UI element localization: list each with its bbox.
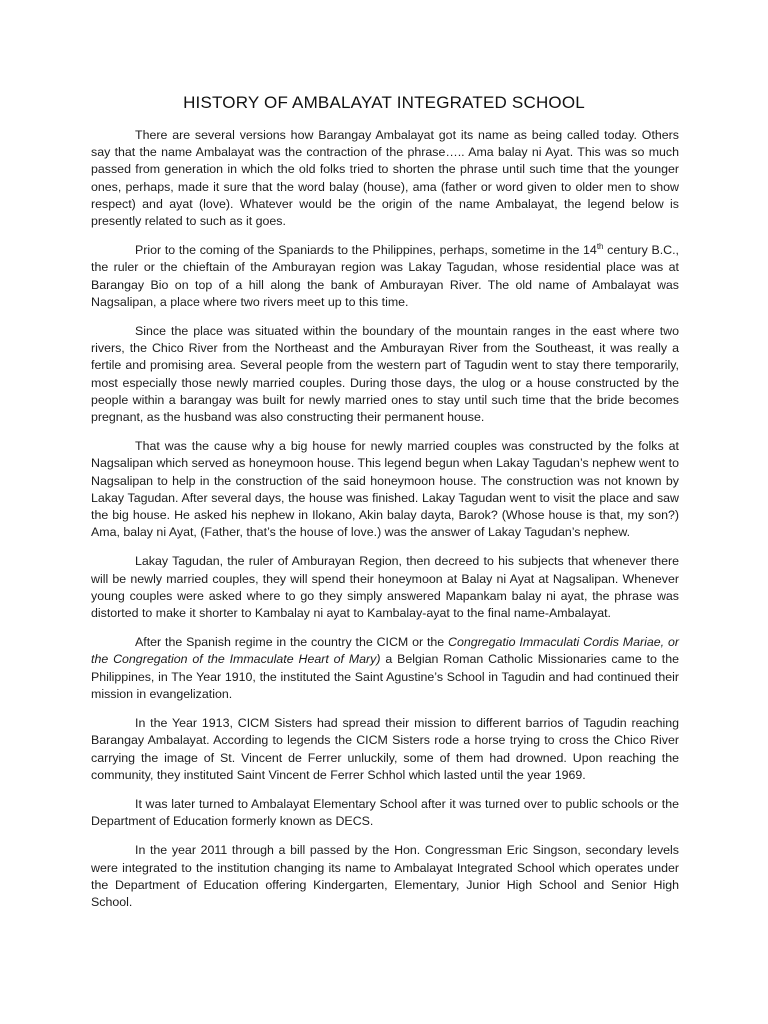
paragraph-text-part: a Belgian Roman Catholic Missionaries came to the Philippines, in The Year 1910, the instituted the Saint Agustine’s School in Tagudin and had continued their mission in evangelization. (91, 652, 679, 701)
paragraph-text-part: Prior to the coming of the Spaniards to the Philippines, perhaps, sometime in the 14 (135, 243, 597, 258)
document-body (91, 127, 679, 923)
paragraph-text-part: century B.C., the ruler or the chieftain of the Amburayan region was Lakay Tagudan, whose residential place was at Barangay Bio on top of a hill along the bank of Amburayan River. The old name of Ambalayat was Nagsalipan, a place where two rivers meet up to this time. (91, 243, 680, 309)
paragraph-name-origin: There are several versions how Barangay Ambalayat got its name as being called today. Others say that the name Ambalayat was the contraction of the phrase….. Ama balay ni Ayat. This was so much passed from generation in which the old folks tried to shorten the phrase until such time that the younger ones, perhaps, made it sure that the word balay (house), ama (father or word given to older men to show respect) and ayat (love). Whatever would be the origin of the name Ambalayat, the legend below is presently related to such as it goes. (91, 128, 679, 229)
ordinal-superscript: th (596, 242, 604, 252)
document-title: HISTORY OF AMBALAYAT INTEGRATED SCHOOL (183, 93, 585, 112)
paragraph-honeymoon-house: That was the cause why a big house for newly married couples was constructed by the folks at Nagsalipan which served as honeymoon house. This legend begun when Lakay Tagudan’s nephew went to Nagsalipan to help in the construction of the said honeymoon house. The construction was not known by Lakay Tagudan. After several days, the house was finished. Lakay Tagudan went to visit the place and saw the big house. He asked his nephew in Ilokano, Akin balay dayta, Barok? (Whose house is that, my son?) Ama, balay ni Ayat, (Father, that’s the house of love.) was the answer of Lakay Tagudan’s nephew. (91, 439, 679, 540)
paragraph-text-part: After the Spanish regime in the country the CICM or the (135, 635, 449, 650)
paragraph-decree: Lakay Tagudan, the ruler of Amburayan Region, then decreed to his subjects that whenever there will be newly married couples, they will spend their honeymoon at Balay ni Ayat at Nagsalipan. Whenever young couples were asked where to go they simply answered Mapankam balay ni ayat, the phrase was distorted to make it shorter to Kambalay ni ayat to Kambalay-ayat to the final name-Ambalayat. (91, 554, 679, 621)
paragraph-cicm-sisters: In the Year 1913, CICM Sisters had spread their mission to different barrios of Tagudin reaching Barangay Ambalayat. According to legends the CICM Sisters rode a horse trying to cross the Chico River carrying the image of St. Vincent de Ferrer unluckily, some of them had drowned. Upon reaching the community, they instituted Saint Vincent de Ferrer Schhol which lasted until the year 1969. (91, 716, 679, 782)
paragraph-integration: In the year 2011 through a bill passed by the Hon. Congressman Eric Singson, secondary levels were integrated to the institution changing its name to Ambalayat Integrated School which operates under the Department of Education offering Kindergarten, Elementary, Junior High School and Senior High School. (91, 843, 679, 909)
paragraph-fertile-area: Since the place was situated within the boundary of the mountain ranges in the east where two rivers, the Chico River from the Northeast and the Amburayan River from the Southeast, it was really a fertile and promising area. Several people from the western part of Tagudin went to stay there temporarily, most especially those newly married couples. During those days, the ulog or a house constructed by the people within a barangay was built for newly married ones to stay until such time that the bride becomes pregnant, as the husband was also constructing their permanent house. (91, 324, 679, 425)
paragraph-lakay-tagudan (91, 242, 679, 311)
paragraph-elementary-school: It was later turned to Ambalayat Elementary School after it was turned over to public schools or the Department of Education formerly known as DECS. (91, 796, 679, 829)
congregation-name: Congregatio Immaculati Cordis Mariae, or the Congregation of the Immaculate Heart of Mary) (91, 635, 679, 667)
paragraph-cicm (91, 634, 679, 703)
